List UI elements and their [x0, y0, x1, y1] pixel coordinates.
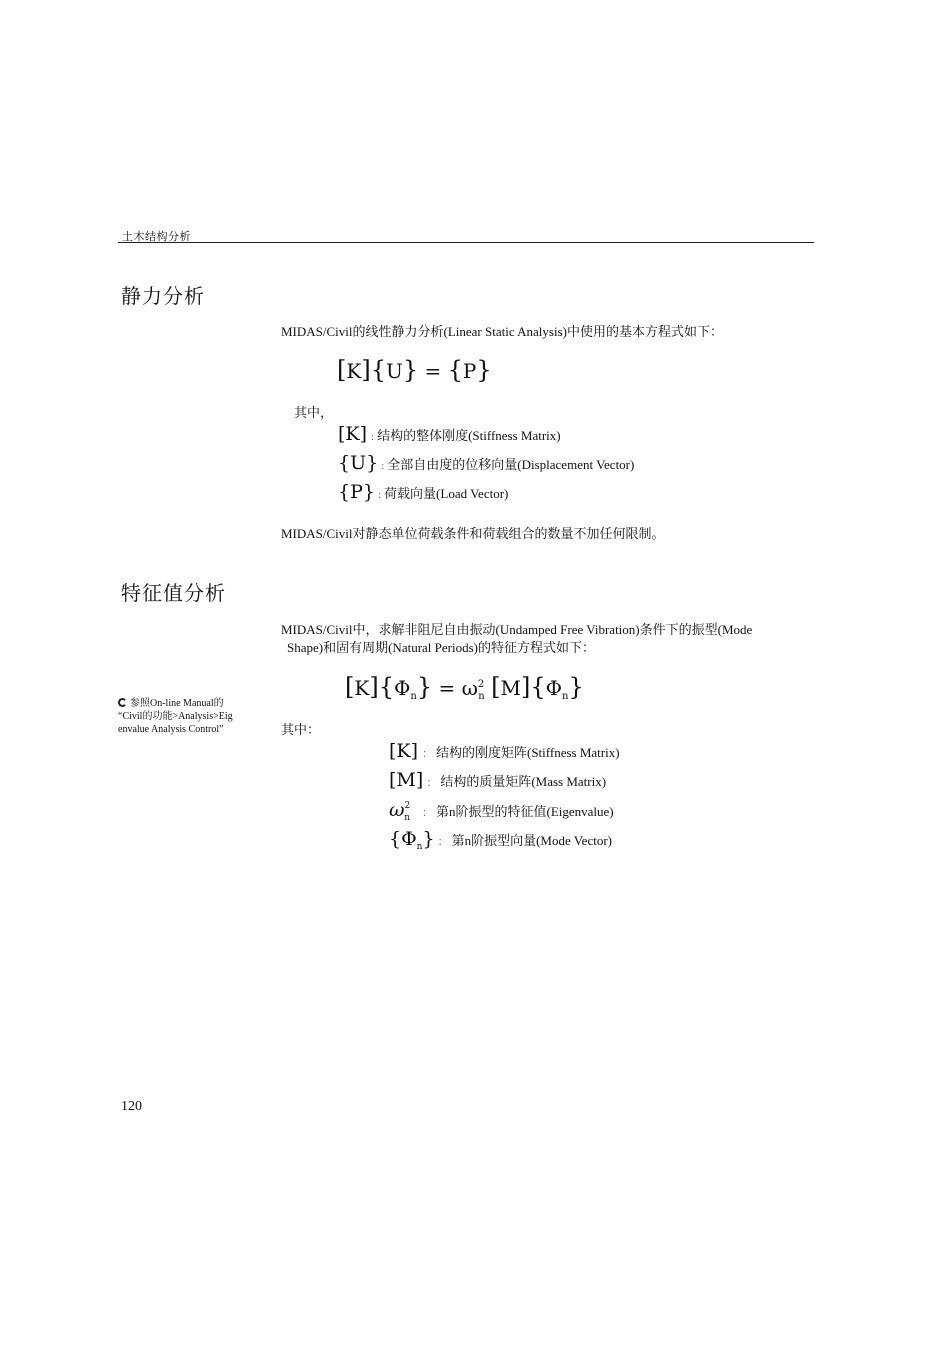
- static-equation: [K]{U} = {P}: [337, 356, 492, 384]
- eigen-def-m: [M] ： 结构的质量矩阵(Mass Matrix): [389, 769, 607, 791]
- static-where: 其中，: [294, 405, 334, 420]
- running-header: 土木结构分析: [122, 230, 191, 243]
- page-number: 120: [121, 1099, 142, 1114]
- static-intro: MIDAS/Civil的线性静力分析(Linear Static Analysis)中使用的基本方程式如下：: [281, 324, 723, 339]
- eigen-def-omega: $\omega^2_n$ ： 第n阶振型的特征值(Eigenvalue): [389, 799, 614, 823]
- eigen-equation: $[K]\{\Phi_n\} = \omega^2_n$ $[M]\{\Phi_n\}$: [345, 673, 584, 702]
- static-def-k: [K] : 结构的整体刚度(Stiffness Matrix): [338, 423, 561, 445]
- reference-icon: [118, 698, 127, 707]
- static-def-u: {U} : 全部自由度的位移向量(Displacement Vector): [338, 452, 635, 474]
- static-def-p: {P} : 荷载向量(Load Vector): [338, 481, 509, 503]
- static-closing: MIDAS/Civil对静态单位荷载条件和荷载组合的数量不加任何限制。: [281, 526, 665, 541]
- eigen-where: 其中：: [281, 722, 321, 737]
- side-note: 参照On-line Manual的 “Civil的功能>Analysis>Eig envalue Analysis Control”: [118, 698, 233, 735]
- header-rule: [118, 242, 814, 243]
- eigen-def-k: [K] ： 结构的刚度矩阵(Stiffness Matrix): [389, 740, 620, 762]
- eigen-intro-line1: MIDAS/Civil中，求解非阻尼自由振动(Undamped Free Vibration)条件下的振型(Mode: [281, 622, 753, 637]
- eigen-def-phi: $\{\Phi_n\}$ ： 第n阶振型向量(Mode Vector): [389, 828, 612, 852]
- section-heading-static: 静力分析: [121, 284, 205, 308]
- section-heading-eigen: 特征值分析: [121, 581, 226, 605]
- eigen-intro-line2: Shape)和固有周期(Natural Periods)的特征方程式如下：: [287, 640, 595, 655]
